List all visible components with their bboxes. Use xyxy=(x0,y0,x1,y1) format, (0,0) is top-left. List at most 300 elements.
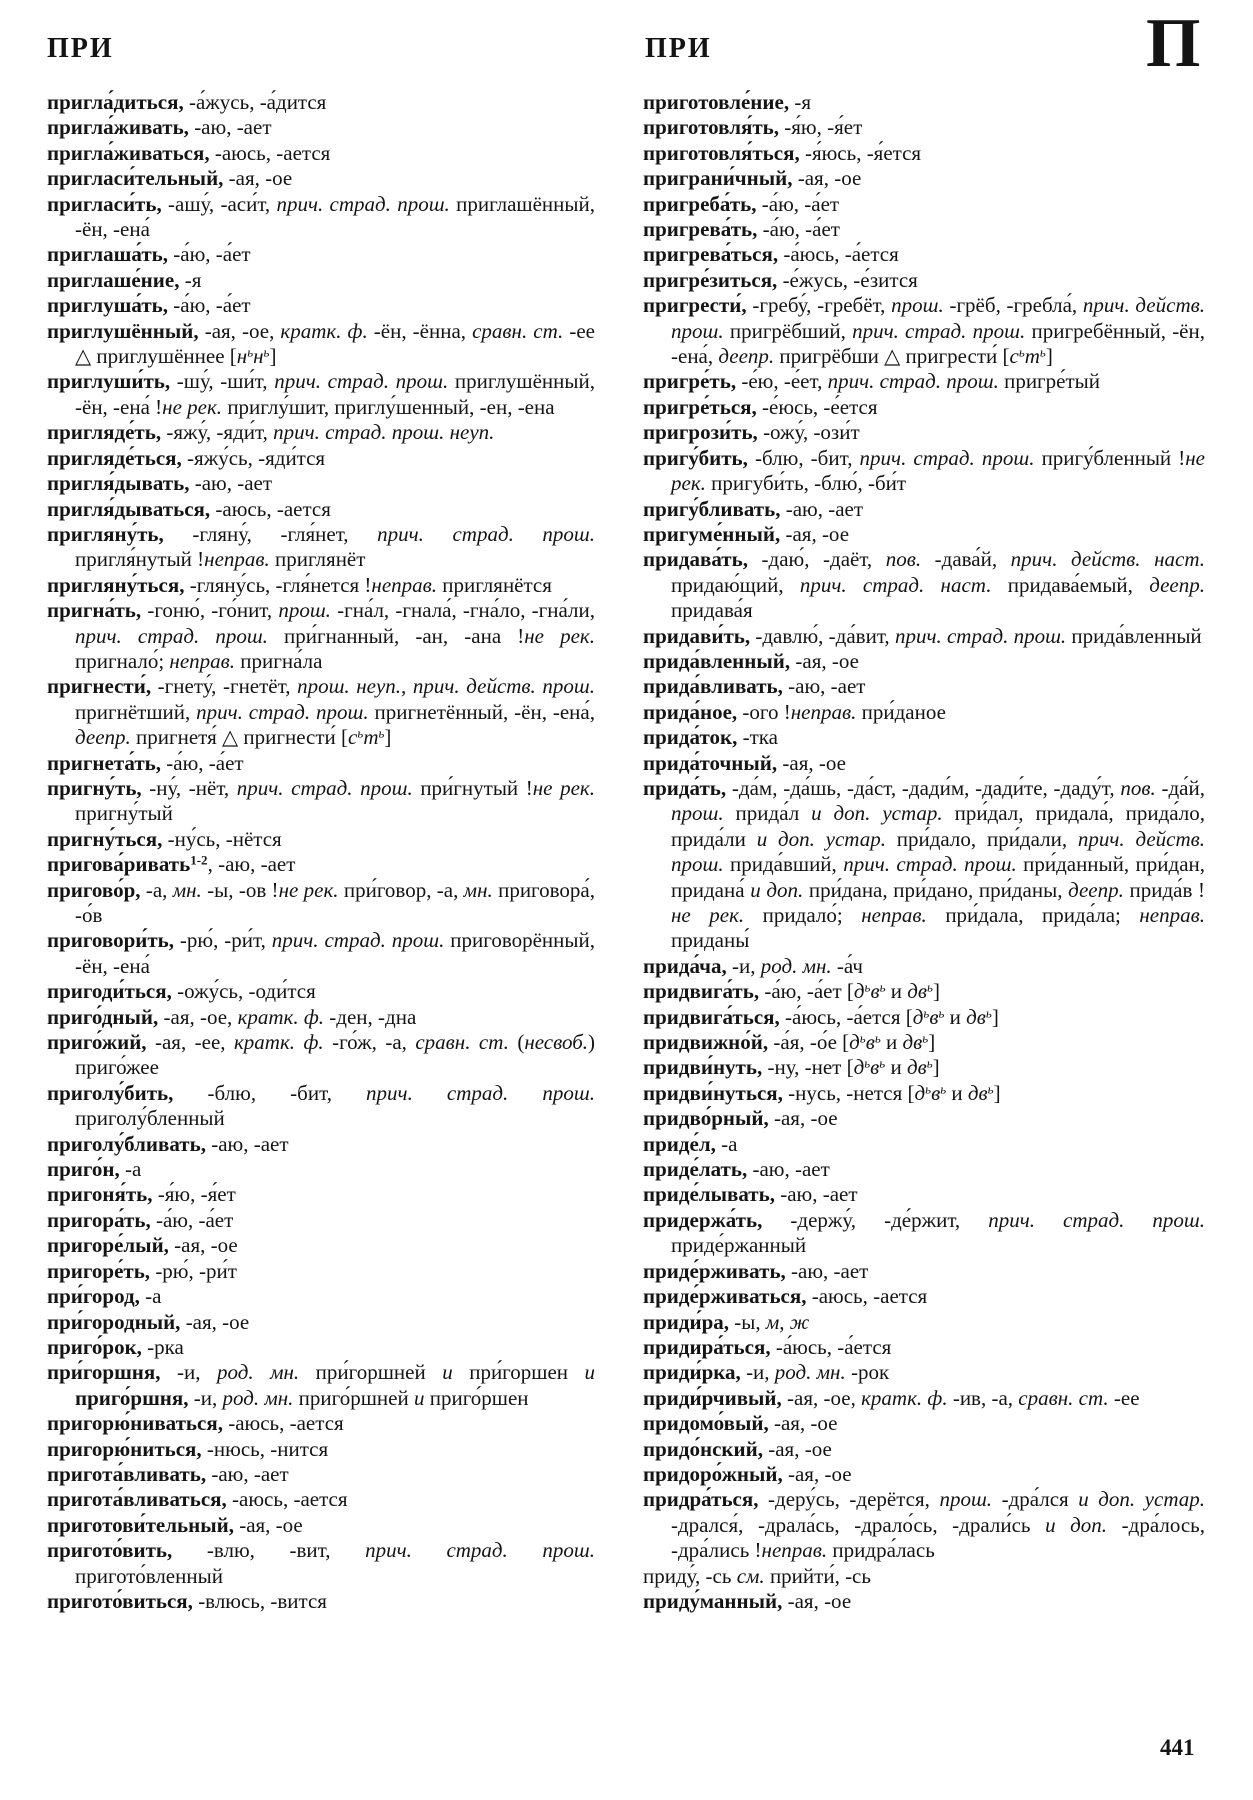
entry-segment: и доп. xyxy=(750,877,804,902)
entry-segment: приде́л, xyxy=(643,1131,716,1156)
entry-segment: -аю, -ает xyxy=(780,496,864,521)
entry-segment: -грёб, -гребла́, xyxy=(943,293,1083,318)
entry-segment: приглу́шит, приглу́шенный, -ен, -ена xyxy=(222,394,555,419)
entry-segment: -ну, -нет [ xyxy=(762,1055,854,1080)
entry-segment: прида́вленный xyxy=(1066,623,1202,648)
entry-segment: придвига́ть, xyxy=(643,979,760,1004)
entry-segment: -ая, -ое xyxy=(792,166,862,191)
dictionary-entry xyxy=(643,1437,1205,1462)
entry-segment: пригрева́ть, xyxy=(643,217,758,242)
entry-segment: прич. страд. прош. xyxy=(859,445,1035,470)
entry-segment: приграни́чный, xyxy=(643,166,793,191)
dictionary-entry xyxy=(643,1360,1205,1385)
entry-segment: прида́ча, xyxy=(643,953,727,978)
entry-segment: пригу́бленный ! xyxy=(1034,445,1186,470)
entry-segment: ] xyxy=(932,1055,940,1080)
entry-segment: -аюсь, -ается xyxy=(209,140,331,165)
entry-segment: придава́емый, xyxy=(991,572,1150,597)
dictionary-entry xyxy=(643,649,1205,674)
entry-segment: -шу́, -ши́т, xyxy=(170,369,275,394)
entry-segment: -аю, -ает xyxy=(774,1182,858,1207)
entry-segment: -аюсь, -ается xyxy=(806,1284,928,1309)
entry-segment: кратк. ф. xyxy=(233,1030,324,1055)
entry-segment: -е́юсь, -е́ется xyxy=(756,394,878,419)
entry-segment: при́дала, прида́ла; xyxy=(926,903,1140,927)
dictionary-entry xyxy=(47,1208,595,1233)
entry-segment: прич. страд. прош. xyxy=(366,1080,595,1105)
entry-segment: -а́юсь, -а́ется xyxy=(778,242,899,267)
entry-segment: -дава́й, xyxy=(921,547,1011,572)
entry-segment: деепр. xyxy=(1149,572,1205,597)
entry-segment: т xyxy=(363,725,379,750)
entry-segment: д xyxy=(853,1055,865,1080)
dictionary-entry xyxy=(47,852,595,877)
entry-segment: -блю, -бит, xyxy=(747,445,860,470)
entry-segment: не рек. xyxy=(671,445,1205,496)
entry-segment: ь xyxy=(1039,344,1046,360)
entry-segment: прош. xyxy=(671,801,724,826)
entry-segment: прош. xyxy=(278,598,331,623)
entry-segment: приготовле́ние, xyxy=(643,90,790,114)
left-column xyxy=(47,90,595,1614)
entry-segment: прида́точный, xyxy=(643,750,778,775)
entry-segment: д xyxy=(849,1030,860,1055)
dictionary-entry xyxy=(643,700,1205,725)
entry-segment: -влюсь, -вится xyxy=(192,1588,327,1613)
entry-segment: ] xyxy=(991,1004,999,1029)
entry-segment: прич. страд. прош. xyxy=(75,623,268,648)
entry-segment: -е́ю, -е́ет, xyxy=(736,369,828,394)
entry-segment: -ее △ приглушённее [ xyxy=(75,318,595,369)
dictionary-entry xyxy=(47,1360,595,1411)
entry-segment: приде́рживаться, xyxy=(643,1284,807,1309)
entry-segment: приде́рживать, xyxy=(643,1258,786,1283)
entry-segment: придава́ть, xyxy=(643,547,748,572)
entry-segment: -ы, -ов ! xyxy=(201,877,279,902)
entry-segment: -аюсь, -ается xyxy=(222,1411,344,1436)
entry-segment: -рок xyxy=(845,1360,890,1385)
entry-segment: -нюсь, -нится xyxy=(201,1436,329,1461)
entry-segment: -а́я, -о́е [ xyxy=(768,1030,850,1055)
entry-segment: приголу́бить, xyxy=(47,1080,174,1105)
entry-segment: -ее xyxy=(1108,1385,1140,1410)
entry-segment: не рек. xyxy=(671,903,745,927)
entry-segment: прич. страд. прош. xyxy=(988,1207,1205,1232)
entry-segment: -аю, -ает xyxy=(747,1157,830,1182)
section-letter: П xyxy=(1146,5,1201,82)
entry-segment: пригрести́, xyxy=(643,293,747,318)
entry-segment: не рек. xyxy=(532,775,595,800)
dictionary-entry xyxy=(643,979,1205,1004)
entry-segment: прич. действ. прош. xyxy=(671,293,1205,343)
entry-segment: мн. xyxy=(172,877,202,902)
dictionary-entry xyxy=(643,141,1205,166)
entry-segment: кратк. ф. xyxy=(280,318,368,343)
entry-segment: -я xyxy=(179,267,202,292)
dictionary-entry xyxy=(643,1259,1205,1284)
entry-segment: пригу́бливать, xyxy=(643,496,781,521)
entry-segment: ь xyxy=(927,979,933,995)
entry-segment: м, ж xyxy=(765,1309,810,1334)
entry-segment: -гребу́, -гребёт, xyxy=(746,293,892,318)
dictionary-entry xyxy=(643,1310,1205,1335)
dictionary-entry xyxy=(643,497,1205,522)
entry-segment: придво́рный, xyxy=(643,1106,769,1131)
entry-segment: при́дало, при́дали, xyxy=(885,826,1078,851)
entry-segment: пригрева́ться, xyxy=(643,242,779,267)
entry-segment: ь xyxy=(859,1030,866,1046)
entry-segment: и xyxy=(584,1360,595,1385)
dictionary-entry xyxy=(47,1437,595,1462)
entry-segment: -дрался́, -драла́сь, -драло́сь, -драли́сь xyxy=(671,1512,1046,1537)
entry-segment: придо́нский, xyxy=(643,1436,763,1461)
entry-segment: пригре́ть, xyxy=(643,369,737,394)
entry-segment: пригля́дываться, xyxy=(47,496,211,521)
dictionary-entry xyxy=(47,1259,595,1284)
entry-segment: пригля́нутый ! xyxy=(75,547,205,572)
entry-segment: т xyxy=(1024,344,1040,369)
entry-segment: приглянёт xyxy=(269,547,366,572)
entry-segment: пригоди́ться, xyxy=(47,979,172,1004)
entry-segment: пригрози́ть, xyxy=(643,420,758,445)
entry-segment: приготови́тельный, xyxy=(47,1512,234,1537)
dictionary-entry xyxy=(47,776,595,827)
entry-segment: приди́ра, xyxy=(643,1309,730,1334)
entry-segment: прич. страд. прош. xyxy=(365,1538,595,1563)
dictionary-entry xyxy=(47,242,595,267)
entry-segment: -ашу́, -аси́т, xyxy=(161,191,277,216)
entry-segment: сравн. ст. xyxy=(415,1030,509,1055)
dictionary-entry xyxy=(47,979,595,1004)
entry-segment: и доп. устар. xyxy=(811,801,943,826)
entry-segment: дв xyxy=(902,1030,923,1055)
entry-segment: -ая, -ое xyxy=(762,1436,832,1461)
dictionary-entry xyxy=(47,1030,595,1081)
entry-segment: ь xyxy=(938,1005,945,1021)
entry-segment: прич. страд. наст. xyxy=(799,572,992,597)
entry-segment: н xyxy=(253,344,264,369)
entry-segment: прида́л xyxy=(723,801,812,826)
entry-segment: прич. страд. прош. xyxy=(827,369,999,394)
entry-segment: пригляну́ться, xyxy=(47,572,185,597)
entry-segment: приговора́, -о́в xyxy=(75,877,595,927)
entry-segment: -аюсь, -ается xyxy=(226,1487,348,1512)
entry-segment: прич. действ. наст. xyxy=(1010,547,1206,572)
entry-segment: неправ. xyxy=(204,547,270,572)
entry-segment: прич. страд. прош. неуп. xyxy=(273,420,495,445)
entry-segment: ь xyxy=(985,1005,992,1021)
entry-segment: -ая, -ое xyxy=(768,1106,838,1131)
entry-segment: пригора́ть, xyxy=(47,1207,151,1232)
entry-segment: придра́ться, xyxy=(643,1487,759,1512)
entry-segment: -гоню́, -го́нит, xyxy=(141,598,279,623)
entry-segment: -блю, -бит, xyxy=(173,1080,367,1105)
entry-segment: и xyxy=(885,979,908,1004)
entry-segment: приглаша́ть, xyxy=(47,242,168,267)
entry-segment: -аю, -ает xyxy=(785,1258,869,1283)
dictionary-entry xyxy=(643,115,1205,140)
entry-segment: ] xyxy=(269,344,277,369)
entry-segment: род. мн. xyxy=(760,953,832,978)
dictionary-entry xyxy=(47,1487,595,1512)
entry-segment: и xyxy=(946,1080,968,1105)
entry-segment: несвоб. xyxy=(524,1030,588,1055)
entry-segment: пригну́тый xyxy=(75,801,173,826)
entry-segment: приде́лывать, xyxy=(643,1182,775,1207)
entry-segment: ь xyxy=(879,979,886,995)
entry-segment: -ожу́, -ози́т xyxy=(757,420,860,445)
dictionary-entry xyxy=(47,1081,595,1132)
entry-segment: пригова́ривать xyxy=(47,852,191,877)
dictionary-entry xyxy=(47,1157,595,1182)
dictionary-entry xyxy=(47,1132,595,1157)
dictionary-entry xyxy=(47,141,595,166)
entry-segment: пригото́вить, xyxy=(47,1538,173,1563)
dictionary-entry xyxy=(643,547,1205,623)
dictionary-entry xyxy=(643,1182,1205,1207)
dictionary-entry xyxy=(47,1310,595,1335)
dictionary-entry xyxy=(643,1589,1205,1614)
entry-segment: при́горшней xyxy=(299,1360,443,1385)
entry-segment: приди́рчивый, xyxy=(643,1385,782,1410)
entry-segment: неправ. xyxy=(371,572,438,597)
entry-segment: пригла́живаться, xyxy=(47,140,210,165)
entry-segment: пригнётший, xyxy=(75,699,197,724)
entry-segment: -аю, -ает xyxy=(205,1131,289,1156)
entry-segment: пригна́ла xyxy=(235,648,323,673)
entry-segment: приду́, -сь xyxy=(643,1563,737,1588)
entry-segment: -ну́сь, -нётся xyxy=(162,826,282,851)
entry-segment: -а́ю, -а́ет xyxy=(756,191,840,216)
entry-segment: -а́ю, -а́ет xyxy=(168,242,251,267)
entry-segment: -аю, -ает xyxy=(189,471,273,496)
entry-segment: приготовля́ться, xyxy=(643,140,800,165)
entry-segment: ] xyxy=(1045,344,1053,369)
entry-segment: -я́юсь, -я́ется xyxy=(799,140,922,165)
entry-segment: приду́манный, xyxy=(643,1588,783,1613)
entry-segment: сравн. ст. xyxy=(1018,1385,1109,1410)
entry-segment: -ая, -ое xyxy=(790,648,859,673)
entry-segment: -а́ю, -а́ет xyxy=(161,750,244,775)
entry-segment: пригла́диться, xyxy=(47,90,184,114)
entry-segment: приглуши́ть, xyxy=(47,369,171,394)
entry-segment: приглушённый, -ён, -ена́ ! xyxy=(75,369,595,419)
entry-segment: прида́вливать, xyxy=(643,674,783,699)
entry-segment: при́гнутый ! xyxy=(412,775,533,800)
entry-segment: прош. xyxy=(939,1487,993,1512)
entry-segment: -гнету́, -гнетёт, xyxy=(151,674,298,699)
entry-segment: прич. страд. прош. xyxy=(274,369,449,394)
entry-segment: -ая, -ое xyxy=(780,521,850,546)
entry-segment: придало́; xyxy=(744,903,862,927)
entry-segment: ь xyxy=(879,1055,886,1071)
entry-segment: приго́дный, xyxy=(47,1004,159,1029)
entry-segment: приглянётся xyxy=(437,572,552,597)
entry-segment: придира́ться, xyxy=(643,1334,771,1359)
dictionary-entry xyxy=(47,827,595,852)
dictionary-entry xyxy=(643,1106,1205,1131)
entry-segment: д xyxy=(914,1080,926,1105)
entry-segment: -ы, xyxy=(729,1309,766,1334)
entry-segment: неправ. xyxy=(1139,903,1205,927)
entry-segment: прич. страд. прош. xyxy=(894,623,1067,648)
dictionary-entry xyxy=(643,217,1205,242)
dictionary-entry xyxy=(643,1335,1205,1360)
entry-segment: в xyxy=(870,979,880,1004)
entry-segment: приголу́бленный xyxy=(75,1106,225,1131)
entry-segment: придомо́вый, xyxy=(643,1411,769,1436)
entry-segment: прич. страд. прош. xyxy=(843,852,1017,877)
dictionary-entry xyxy=(643,1386,1205,1411)
dictionary-entry xyxy=(47,598,595,674)
entry-segment: с xyxy=(1009,344,1019,369)
dictionary-entry xyxy=(643,166,1205,191)
entry-segment: -ая, -ое xyxy=(168,1233,238,1258)
entry-segment: -гна́л, -гнала́, -гна́ло, -гна́ли, xyxy=(330,598,595,623)
entry-segment: придвига́ться, xyxy=(643,1004,780,1029)
right-column xyxy=(643,90,1205,1614)
entry-segment: пригу́бить, xyxy=(643,445,748,470)
entry-segment: пригре́ться, xyxy=(643,394,757,419)
entry-segment: приго́ршней xyxy=(293,1385,414,1410)
entry-segment: пригля́дывать, xyxy=(47,471,190,496)
entry-segment: -ая, -ее, xyxy=(146,1030,234,1055)
entry-segment: при́городный, xyxy=(47,1309,181,1334)
entry-segment: мн. xyxy=(463,877,493,902)
entry-segment: пригна́ть, xyxy=(47,598,142,623)
entry-segment: -ая, -ое, xyxy=(781,1385,862,1410)
entry-segment: пригрёбший, xyxy=(723,318,853,343)
entry-segment: ь xyxy=(1018,344,1025,360)
entry-segment: н xyxy=(236,344,248,369)
entry-segment: пригота́вливаться, xyxy=(47,1487,227,1512)
entry-segment: при́данный, при́дан, придана́ xyxy=(671,852,1206,902)
entry-segment: приго́ршня, xyxy=(75,1385,189,1410)
entry-segment: деепр. xyxy=(1068,877,1124,902)
dictionary-entry xyxy=(47,1411,595,1436)
entry-segment: -а, xyxy=(140,877,173,902)
dictionary-entry xyxy=(47,471,595,496)
entry-segment: -а xyxy=(715,1131,738,1156)
entry-segment: -ну́, -нёт, xyxy=(141,775,237,800)
entry-segment: прида́ть, xyxy=(643,775,727,800)
entry-segment: и доп. xyxy=(1045,1512,1108,1537)
entry-segment: прич. страд. прош. xyxy=(196,699,369,724)
entry-segment: -даю́, -даёт, xyxy=(747,547,886,572)
entry-segment: пригнести́, xyxy=(47,674,152,699)
entry-segment: -держу́, -де́ржит, xyxy=(762,1207,989,1232)
dictionary-entry xyxy=(643,1132,1205,1157)
entry-segment: д xyxy=(853,979,865,1004)
entry-segment: деепр. xyxy=(718,344,775,369)
entry-segment: при́говор, -а, xyxy=(338,877,464,902)
entry-segment: -ая, -ое xyxy=(223,166,293,191)
dictionary-entry xyxy=(643,420,1205,445)
entry-segment: прич. страд. прош. xyxy=(276,191,450,216)
entry-segment: -давлю́, -да́вит, xyxy=(750,623,895,648)
dictionary-entry xyxy=(643,522,1205,547)
entry-segment: пригре́зиться, xyxy=(643,267,778,292)
dictionary-entry xyxy=(643,1005,1205,1030)
entry-segment: пригну́ть, xyxy=(47,775,142,800)
entry-segment: приговорённый, -ён, -ена́ xyxy=(75,928,596,978)
entry-segment: -го́ж, -а, xyxy=(323,1030,416,1055)
entry-segment: -ён, -ённа, xyxy=(367,318,473,343)
entry-segment: -ая, -ое xyxy=(782,1461,852,1486)
entry-segment: прида́в ! xyxy=(1123,877,1206,902)
entry-segment: пригорю́ниться, xyxy=(47,1436,202,1461)
entry-segment: пригото́вленный xyxy=(75,1563,223,1588)
page-number: 441 xyxy=(1160,1735,1195,1760)
entry-segment: пригреба́ть, xyxy=(643,191,757,216)
dictionary-entry xyxy=(643,1157,1205,1182)
entry-segment: приглаше́ние, xyxy=(47,267,180,292)
entry-segment: ь xyxy=(247,344,254,360)
dictionary-entry xyxy=(47,1284,595,1309)
entry-segment: пригуме́нный, xyxy=(643,521,781,546)
dictionary-entry xyxy=(643,725,1205,750)
entry-segment: -дра́лся xyxy=(992,1487,1079,1512)
entry-segment: пригнетённый, -ён, -ена́, xyxy=(368,699,595,724)
entry-segment: -аюсь, -ается xyxy=(210,496,331,521)
entry-segment: -гляну́сь, -гля́нется ! xyxy=(184,572,372,597)
entry-segment: прич. страд. прош. xyxy=(852,318,1026,343)
entry-segment: прич. страд. прош. xyxy=(271,928,445,953)
entry-segment: -ая, -ое xyxy=(768,1411,838,1436)
entry-segment: приго́рок, xyxy=(47,1334,142,1359)
dictionary-entry xyxy=(643,1030,1205,1055)
entry-segment: -дра́лось, -дра́лись ! xyxy=(671,1512,1206,1563)
dictionary-entry xyxy=(47,1538,595,1589)
entry-segment: -ая, -ое xyxy=(782,1588,852,1613)
entry-segment: при́город, xyxy=(47,1284,140,1309)
entry-segment: -и, xyxy=(188,1385,223,1410)
entry-segment: приго́жий, xyxy=(47,1030,147,1055)
entry-segment: пригоре́лый, xyxy=(47,1233,169,1258)
dictionary-entry xyxy=(47,293,595,318)
dictionary-entry xyxy=(643,751,1205,776)
dictionary-entry xyxy=(643,776,1205,954)
entry-segment: ь xyxy=(378,725,385,741)
entry-segment: пригуби́ть, -блю́, -би́т xyxy=(705,471,907,496)
entry-segment: ь xyxy=(922,1030,929,1046)
entry-segment: деепр. xyxy=(75,725,131,750)
entry-segment: прида́ное, xyxy=(643,699,738,724)
entry-segment: в xyxy=(929,1004,939,1029)
entry-segment: д xyxy=(912,1004,924,1029)
dictionary-entry xyxy=(643,242,1205,267)
entry-segment: см. xyxy=(736,1563,765,1588)
entry-segment: прич. действ. прош. xyxy=(671,826,1206,877)
entry-segment: и xyxy=(944,1004,967,1029)
entry-segment: ( xyxy=(508,1030,525,1055)
entry-segment: -рю́, -ри́т, xyxy=(174,928,272,953)
entry-segment: приглашённый, -ён, -ена́ xyxy=(75,191,595,242)
entry-segment: пригласи́ть, xyxy=(47,191,162,216)
entry-segment: кратк. ф. xyxy=(237,1004,325,1029)
dictionary-entry xyxy=(47,1335,595,1360)
entry-segment: и доп. устар. xyxy=(756,826,886,851)
entry-segment: -деру́сь, -дерётся, xyxy=(758,1487,940,1512)
dictionary-entry xyxy=(47,420,595,445)
entry-segment: приде́ржанный xyxy=(671,1233,807,1258)
entry-segment: прош. неуп., прич. действ. прош. xyxy=(297,674,595,699)
entry-segment: при́гнанный, -ан, -ана ! xyxy=(267,623,525,648)
entry-segment: , -аю, -ает xyxy=(207,852,296,877)
entry-segment: приглуша́ть, xyxy=(47,293,168,318)
entry-segment: приданы́ xyxy=(671,928,750,953)
entry-segment: в xyxy=(870,1055,880,1080)
